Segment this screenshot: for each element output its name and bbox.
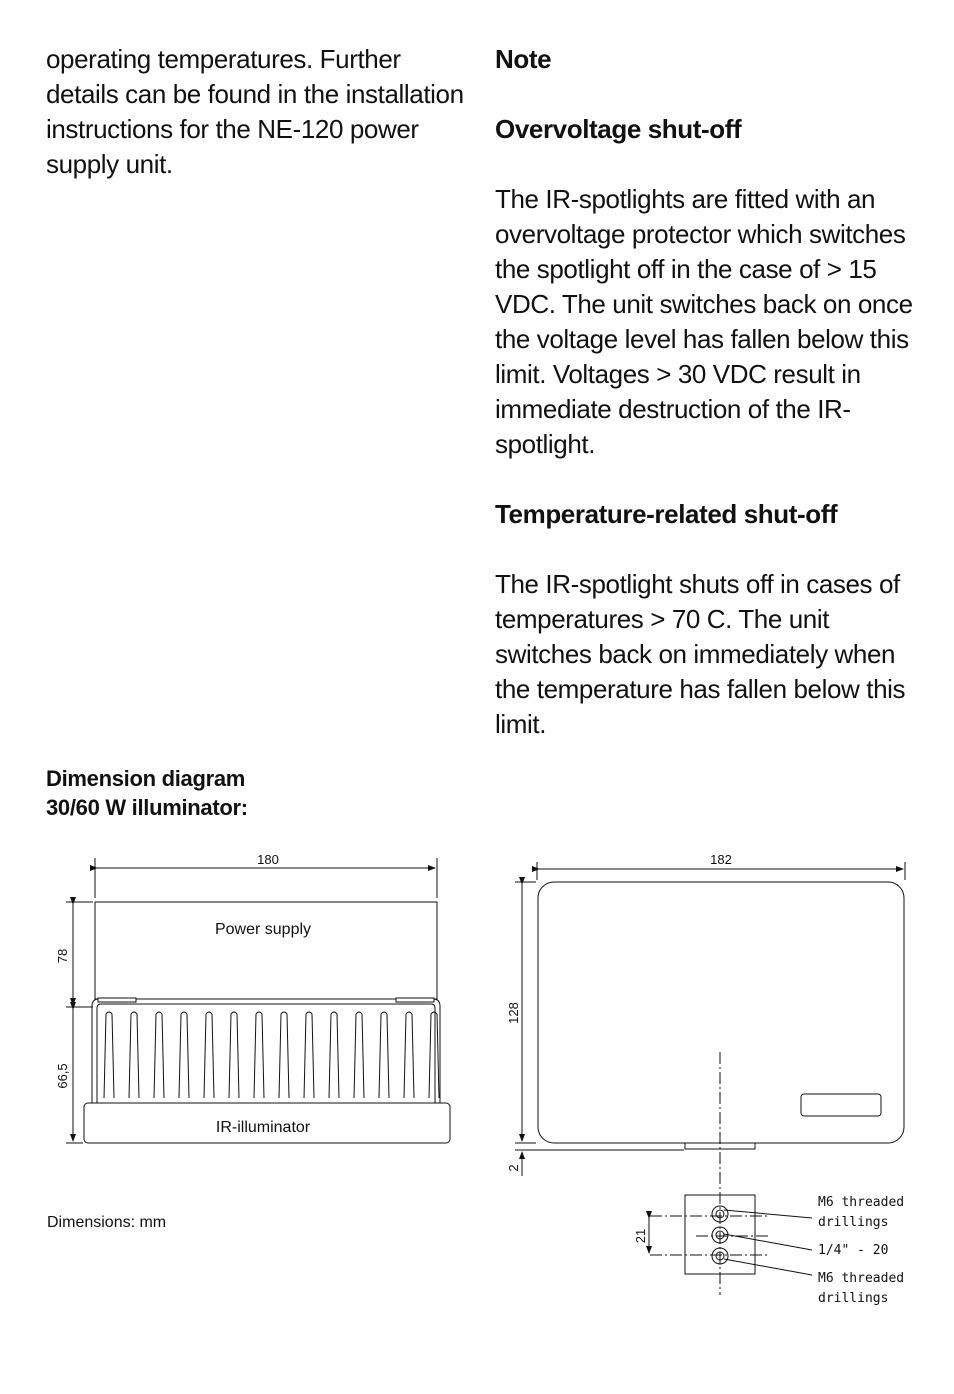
side-height-label: 128	[506, 1002, 521, 1024]
ir-illuminator-label: IR-illuminator	[215, 1119, 311, 1136]
heatsink-fin	[179, 1012, 189, 1098]
m6-bottom-label-line1: M6 threaded	[818, 1271, 905, 1286]
heatsink-fin	[354, 1012, 364, 1098]
side-view	[515, 862, 905, 1295]
temperature-heading: Temperature-related shut-off	[495, 499, 838, 529]
m6-top-label-line2: drillings	[818, 1215, 889, 1230]
housing-outline	[538, 882, 904, 1143]
heatsink-fin	[279, 1012, 289, 1098]
m6-top-label-line1: M6 threaded	[818, 1195, 905, 1210]
dimensions-note: Dimensions: mm	[47, 1214, 167, 1231]
heatsink-fins	[104, 1012, 439, 1098]
continuation-paragraph: operating temperatures. Further details can be found in the installation instructions for the NE-120 power supply unit.	[46, 44, 464, 179]
side-width-label: 182	[710, 852, 732, 867]
heatsink-fin	[304, 1012, 314, 1098]
heatsink-fin	[429, 1012, 439, 1098]
label-plate	[801, 1094, 881, 1116]
note-heading: Note	[495, 44, 552, 74]
heatsink-fin	[229, 1012, 239, 1098]
spacing-label: 21	[633, 1228, 648, 1244]
power-supply-label: Power supply	[214, 921, 312, 938]
front-view	[66, 858, 450, 1143]
leader-m6-top	[724, 1210, 812, 1218]
heatsink-fin	[404, 1012, 414, 1098]
heatsink-fin	[104, 1012, 114, 1098]
diagram-title-line1: Dimension diagram	[46, 766, 246, 791]
heatsink-fin	[379, 1012, 389, 1098]
overvoltage-paragraph: The IR-spotlights are fitted with an overvoltage protector which switches the spotlight off in the case of > 15 VDC. The unit switches back on once the voltage level has fallen below this limit. Voltages > 30 VDC result in immediate destruction of the IR-spotlight.	[495, 184, 913, 459]
thread-label: 1/4" - 20	[818, 1243, 889, 1258]
heatsink-fin	[329, 1012, 339, 1098]
front-width-label: 180	[257, 852, 279, 867]
power-supply-box	[95, 902, 437, 999]
overvoltage-heading: Overvoltage shut-off	[495, 114, 742, 144]
heatsink-fin	[129, 1012, 139, 1098]
heatsink-fin	[254, 1012, 264, 1098]
gap-label: 2	[506, 1164, 521, 1172]
m6-bottom-label-line2: drillings	[818, 1291, 889, 1306]
temperature-paragraph: The IR-spotlight shuts off in cases of temperatures > 70 C. The unit switches back on immediately when the temperature has fallen below this limit.	[495, 569, 906, 739]
diagram-title-line2: 30/60 W illuminator:	[46, 795, 248, 820]
heatsink-fin	[154, 1012, 164, 1098]
power-height-label: 78	[55, 948, 70, 964]
leader-m6-bottom	[724, 1259, 812, 1275]
illuminator-height-label: 66,5	[55, 1063, 70, 1089]
heatsink-fin	[204, 1012, 214, 1098]
